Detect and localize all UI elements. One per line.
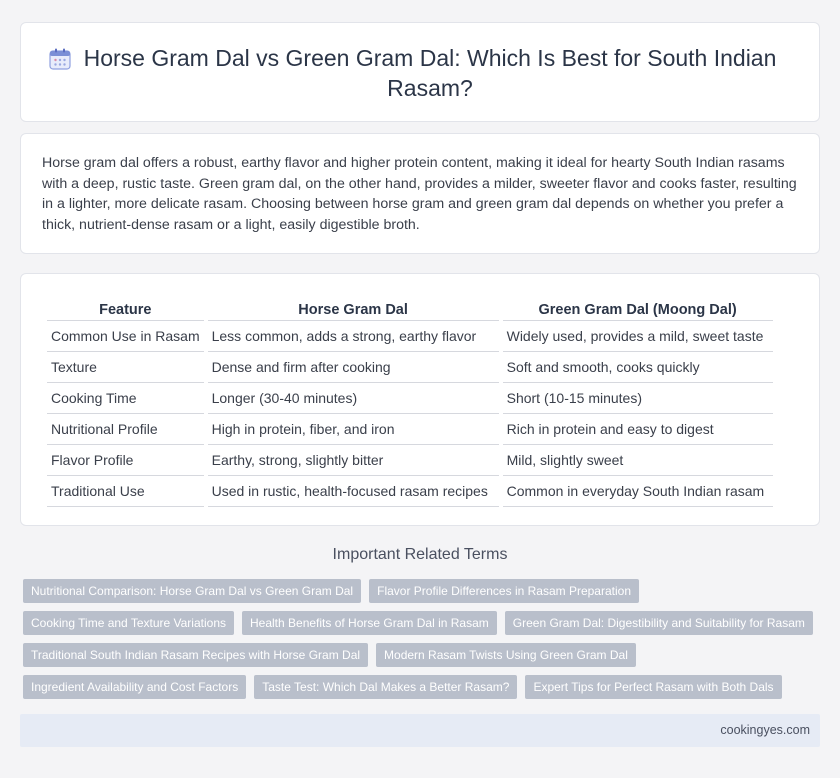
related-term-tag[interactable]: Nutritional Comparison: Horse Gram Dal vs Green Gram Dal bbox=[23, 579, 361, 603]
table-cell: Common Use in Rasam bbox=[47, 321, 204, 352]
table-cell: Cooking Time bbox=[47, 383, 204, 414]
table-cell: Mild, slightly sweet bbox=[503, 445, 773, 476]
tag-row bbox=[23, 643, 813, 667]
table-header-horse-gram: Horse Gram Dal bbox=[208, 295, 499, 321]
related-term-tag[interactable]: Traditional South Indian Rasam Recipes with Horse Gram Dal bbox=[23, 643, 368, 667]
table-cell: Flavor Profile bbox=[47, 445, 204, 476]
related-terms-heading: Important Related Terms bbox=[332, 546, 508, 563]
table-cell: Widely used, provides a mild, sweet taste bbox=[503, 321, 773, 352]
table-cell: Texture bbox=[47, 352, 204, 383]
related-term-tag[interactable]: Cooking Time and Texture Variations bbox=[23, 611, 234, 635]
table-cell: Longer (30-40 minutes) bbox=[208, 383, 499, 414]
tag-row bbox=[23, 675, 813, 699]
related-term-tag[interactable]: Flavor Profile Differences in Rasam Preparation bbox=[369, 579, 639, 603]
table-cell: Less common, adds a strong, earthy flavor bbox=[208, 321, 499, 352]
related-term-tag[interactable]: Expert Tips for Perfect Rasam with Both Dals bbox=[525, 675, 781, 699]
table-cell: Common in everyday South Indian rasam bbox=[503, 476, 773, 507]
table-cell: Used in rustic, health-focused rasam recipes bbox=[208, 476, 499, 507]
table-row bbox=[47, 352, 773, 383]
table-cell: Traditional Use bbox=[47, 476, 204, 507]
footer-bar bbox=[20, 714, 820, 747]
table-row bbox=[47, 321, 773, 352]
table-cell: Soft and smooth, cooks quickly bbox=[503, 352, 773, 383]
table-cell: Rich in protein and easy to digest bbox=[503, 414, 773, 445]
table-cell: Nutritional Profile bbox=[47, 414, 204, 445]
intro-paragraph: Horse gram dal offers a robust, earthy flavor and higher protein content, making it ideal for hearty South Indian rasams with a deep, rustic taste. Green gram dal, on the other hand, provides a milder, sweeter flavor and cooks faster, resulting in a lighter, more delicate rasam. Choosing between horse gram and green gram dal depends on whether you prefer a thick, nutrient-dense rasam or a light, easily digestible broth. bbox=[42, 155, 797, 233]
title-card bbox=[20, 22, 820, 122]
tag-row bbox=[23, 611, 813, 635]
page-title: Horse Gram Dal vs Green Gram Dal: Which Is Best for South Indian Rasam? bbox=[83, 45, 777, 101]
table-header-green-gram: Green Gram Dal (Moong Dal) bbox=[503, 295, 773, 321]
related-term-tag[interactable]: Health Benefits of Horse Gram Dal in Rasam bbox=[242, 611, 497, 635]
table-cell: Short (10-15 minutes) bbox=[503, 383, 773, 414]
table-row bbox=[47, 383, 773, 414]
table-row bbox=[47, 476, 773, 507]
table-cell: Earthy, strong, slightly bitter bbox=[208, 445, 499, 476]
related-term-tag[interactable]: Taste Test: Which Dal Makes a Better Rasam? bbox=[254, 675, 517, 699]
table-row bbox=[47, 445, 773, 476]
table-row bbox=[47, 414, 773, 445]
tag-row bbox=[23, 579, 813, 603]
intro-card bbox=[20, 133, 820, 254]
table-header-row bbox=[47, 295, 773, 321]
related-terms-tags bbox=[23, 579, 813, 707]
table-cell: Dense and firm after cooking bbox=[208, 352, 499, 383]
footer-site-link[interactable]: cookingyes.com bbox=[720, 723, 810, 737]
table-header-feature: Feature bbox=[47, 295, 204, 321]
related-term-tag[interactable]: Ingredient Availability and Cost Factors bbox=[23, 675, 246, 699]
table-cell: High in protein, fiber, and iron bbox=[208, 414, 499, 445]
related-term-tag[interactable]: Green Gram Dal: Digestibility and Suitability for Rasam bbox=[505, 611, 813, 635]
related-term-tag[interactable]: Modern Rasam Twists Using Green Gram Dal bbox=[376, 643, 636, 667]
comparison-table bbox=[43, 295, 777, 507]
comparison-table-card bbox=[20, 273, 820, 526]
